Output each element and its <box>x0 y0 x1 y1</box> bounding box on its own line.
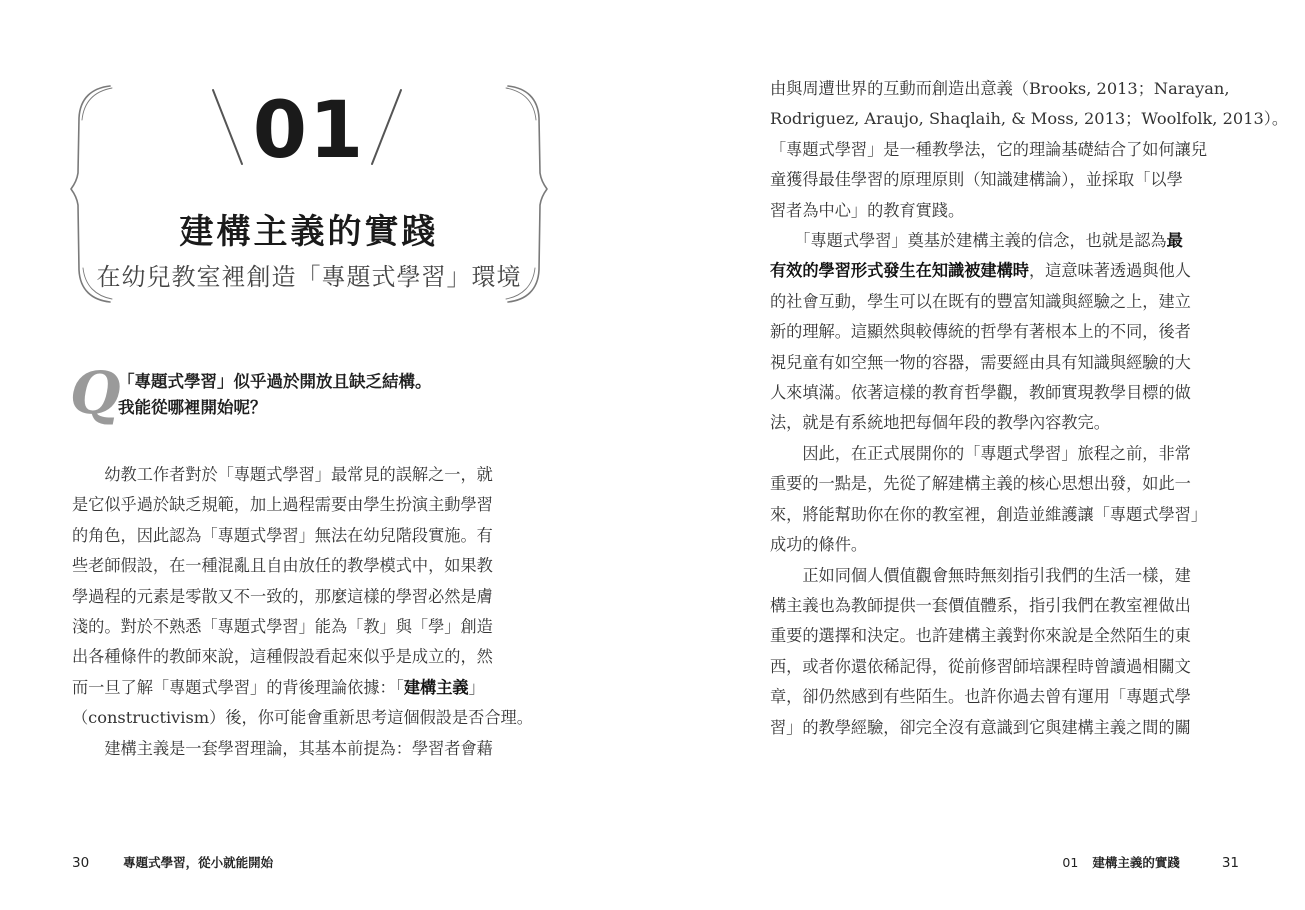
left-body-text <box>72 460 542 764</box>
question-line: 我能從哪裡開始呢？ <box>118 398 267 417</box>
running-chapter-number: 01 <box>1062 855 1079 870</box>
left-page <box>0 0 652 910</box>
body-line: 法，就是有系統地把每個年段的教學內容教完。 <box>770 413 1110 433</box>
question-block <box>70 359 550 427</box>
right-body-text <box>770 74 1289 743</box>
emphasis-text: 有效的學習形式發生在知識被建構時 <box>770 261 1029 281</box>
body-line: 習」的教學經驗，卻完全沒有意識到它與建構主義之間的關 <box>770 717 1191 737</box>
body-line: 淺的。對於不熟悉「專題式學習」能為「教」與「學」創造 <box>72 617 493 637</box>
emphasis-constructivism: 建構主義 <box>403 677 469 697</box>
running-title: 建構主義的實踐 <box>1092 855 1180 870</box>
question-q-mark: Q <box>70 359 121 427</box>
body-line: 幼教工作者對於「專題式學習」最常見的誤解之一，就 <box>72 465 493 484</box>
body-line: 些老師假設，在一種混亂且自由放任的教學模式中，如果教 <box>72 556 493 576</box>
body-line: 學過程的元素是零散又不一致的，那麼這樣的學習必然是膚 <box>72 586 493 606</box>
body-line: 人來填滿。依著這樣的教育哲學觀，教師實現教學目標的做 <box>770 383 1191 403</box>
body-line: 來，將能幫助你在你的教室裡，創造並維護讓「專題式學習」 <box>770 504 1208 524</box>
body-line: 出各種條件的教師來說，這種假設看起來似乎是成立的，然 <box>72 647 493 667</box>
body-line: 由與周遭世界的互動而創造出意義（Brooks, 2013；Narayan, <box>770 79 1230 98</box>
body-line: 建構主義是一套學習理論，其基本前提為：學習者會藉 <box>72 738 493 758</box>
body-line: 重要的選擇和決定。也許建構主義對你來說是全然陌生的東 <box>770 626 1191 646</box>
body-line <box>72 673 542 703</box>
body-line: 是它似乎過於缺乏規範，加上過程需要由學生扮演主動學習 <box>72 495 493 515</box>
body-line: 成功的條件。 <box>770 535 868 555</box>
chapter-subtitle: 在幼兒教室裡創造「專題式學習」環境 <box>96 263 522 291</box>
chapter-number: 01 <box>252 86 366 176</box>
chapter-title: 建構主義的實踐 <box>179 212 439 252</box>
body-line: （constructivism）後，你可能會重新思考這個假設是否合理。 <box>72 708 533 728</box>
page-number: 31 <box>1221 855 1239 871</box>
question-line: 「專題式學習」似乎過於開放且缺乏結構。 <box>118 372 432 391</box>
body-line: 「專題式學習」是一種教學法，它的理論基礎結合了如何讓兒 <box>770 139 1208 159</box>
question-text <box>118 369 538 421</box>
body-text-segment: 」 <box>468 677 485 697</box>
body-line: 童獲得最佳學習的原理原則（知識建構論），並採取「以學 <box>770 170 1183 190</box>
body-line: Rodriguez, Araujo, Shaqlaih, & Moss, 2013；Woolfolk, 2013）。 <box>770 109 1289 129</box>
body-line: 習者為中心」的教育實踐。 <box>770 200 965 220</box>
body-line: 構主義也為教師提供一套價值體系，指引我們在教室裡做出 <box>770 595 1191 615</box>
body-line: 正如同個人價值觀會無時無刻指引我們的生活一樣，建 <box>770 565 1191 585</box>
body-text-segment: ，這意味著透過與他人 <box>1029 261 1191 281</box>
body-line: 新的理解。這顯然與較傳統的哲學有著根本上的不同，後者 <box>770 322 1191 342</box>
body-line: 的角色，因此認為「專題式學習」無法在幼兒階段實施。有 <box>72 525 493 545</box>
left-footer <box>72 853 273 871</box>
body-line: 視兒童有如空無一物的容器，需要經由具有知識與經驗的大 <box>770 352 1191 372</box>
body-line: 西，或者你還依稀記得，從前修習師培課程時曾讀過相關文 <box>770 656 1191 676</box>
body-text-segment: 而一旦了解「專題式學習」的背後理論依據：「 <box>72 677 404 697</box>
body-line: 因此，在正式展開你的「專題式學習」旅程之前，非常 <box>770 443 1191 463</box>
page-number: 30 <box>72 855 90 871</box>
body-line: 重要的一點是，先從了解建構主義的核心思想出發，如此一 <box>770 474 1191 494</box>
body-text-segment: 「專題式學習」奠基於建構主義的信念，也就是認為 <box>770 231 1167 251</box>
body-line: 章，卻仍然感到有些陌生。也許你過去曾有運用「專題式學 <box>770 687 1191 707</box>
right-footer <box>1062 853 1239 871</box>
body-line: 的社會互動，學生可以在既有的豐富知識與經驗之上，建立 <box>770 291 1191 311</box>
emphasis-text: 最 <box>1166 231 1183 251</box>
chapter-heading-frame <box>70 78 548 310</box>
body-line <box>770 256 1240 286</box>
right-page <box>652 0 1305 910</box>
body-line <box>770 226 1240 256</box>
running-title: 專題式學習，從小就能開始 <box>123 855 274 870</box>
